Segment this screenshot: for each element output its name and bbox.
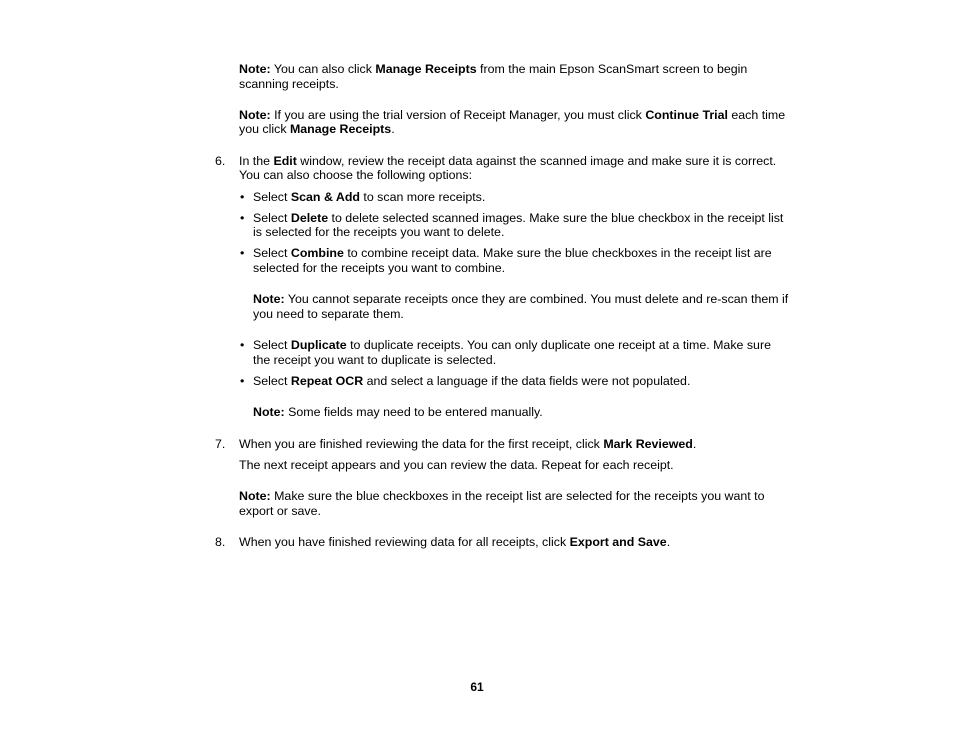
bullet-marker: •	[240, 190, 245, 204]
step-text-line-2: You can also choose the following options:	[239, 168, 473, 182]
option-text-line-1: Select Duplicate to duplicate receipts. You can only duplicate one receipt at a time. Make sure	[253, 338, 771, 352]
note-line-1: Note: Some fields may need to be entered manually.	[253, 405, 543, 419]
page-number: 61	[470, 680, 484, 694]
bullet-marker: •	[240, 211, 245, 225]
step-text: When you have finished reviewing data for all receipts, click Export and Save.	[239, 535, 671, 549]
step-number: 8.	[215, 535, 226, 549]
note-line-2: you click Manage Receipts.	[239, 122, 395, 136]
bullet-marker: •	[240, 338, 245, 352]
bullet-marker: •	[240, 246, 245, 260]
note-line-2: scanning receipts.	[239, 77, 339, 91]
bullet-marker: •	[240, 374, 245, 388]
step-text-line-1: In the Edit window, review the receipt data against the scanned image and make sure it is correct.	[239, 154, 777, 168]
note-line-1: Note: If you are using the trial version of Receipt Manager, you must click Continue Trial each time	[239, 108, 786, 122]
note-line-2: export or save.	[239, 504, 321, 518]
option-text-line-2: selected for the receipts you want to combine.	[253, 261, 506, 275]
option-text-line-2: is selected for the receipts you want to delete.	[253, 225, 505, 239]
note-line-1: Note: Make sure the blue checkboxes in the receipt list are selected for the receipts you want to	[239, 489, 765, 503]
option-text-line-1: Select Delete to delete selected scanned images. Make sure the blue checkbox in the receipt list	[253, 211, 784, 225]
step-text: When you are finished reviewing the data for the first receipt, click Mark Reviewed.	[239, 437, 697, 451]
option-text-line-2: the receipt you want to duplicate is selected.	[253, 353, 497, 367]
step-number: 6.	[215, 154, 226, 168]
note-line-1: Note: You cannot separate receipts once they are combined. You must delete and re-scan them if	[253, 292, 789, 306]
option-text: Select Scan & Add to scan more receipts.	[253, 190, 486, 204]
option-text: Select Repeat OCR and select a language if the data fields were not populated.	[253, 374, 691, 388]
note-line-2: you need to separate them.	[253, 307, 404, 321]
step-result: The next receipt appears and you can review the data. Repeat for each receipt.	[239, 458, 674, 472]
option-text-line-1: Select Combine to combine receipt data. Make sure the blue checkboxes in the receipt list are	[253, 246, 772, 260]
step-number: 7.	[215, 437, 226, 451]
note-line-1: Note: You can also click Manage Receipts from the main Epson ScanSmart screen to begin	[239, 62, 748, 76]
